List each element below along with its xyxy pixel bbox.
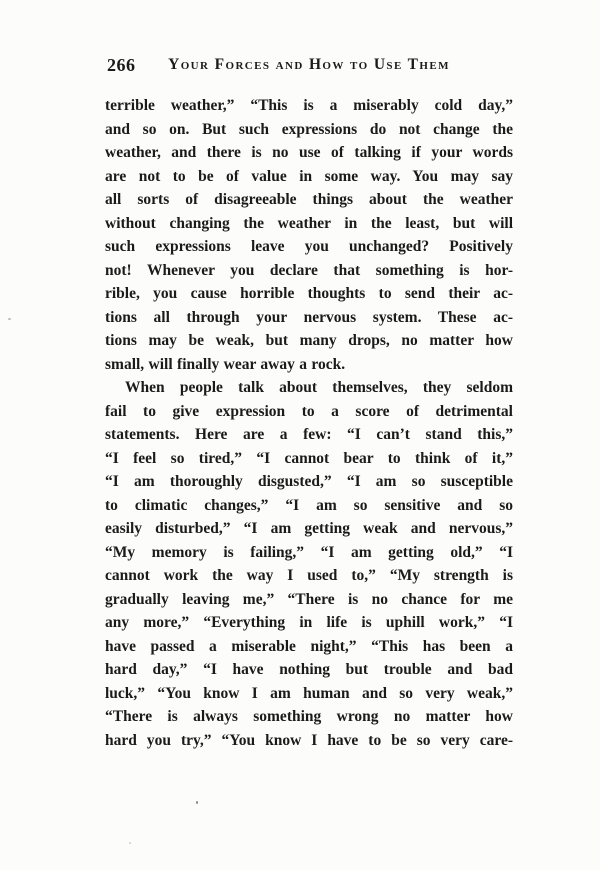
scan-speck [8, 318, 11, 320]
text-line: cannot work the way I used to,” “My strength is [105, 567, 513, 584]
page-header [105, 55, 513, 79]
scan-speck [129, 842, 131, 844]
text-line: hard day,” “I have nothing but trouble and bad [105, 661, 513, 678]
text-line: “I feel so tired,” “I cannot bear to think of it,” [105, 449, 513, 467]
text-line: are not to be of value in some way. You may say [105, 167, 513, 185]
text-line: terrible weather,” “This is a miserably cold day,” [105, 97, 513, 114]
text-line: hard you try,” “You know I have to be so very care- [105, 731, 513, 749]
text-line: have passed a miserable night,” “This has been a [105, 637, 513, 655]
text-line: without changing the weather in the least, but will [105, 214, 513, 232]
text-line: gradually leaving me,” “There is no chance for me [105, 590, 513, 608]
text-line: and so on. But such expressions do not change the [105, 120, 513, 138]
text-line: any more,” “Everything in life is uphill work,” “I [105, 614, 513, 631]
scan-speck [196, 801, 198, 804]
running-title: Your Forces and How to Use Them [168, 56, 450, 73]
text-line: small, will finally wear away a rock. [105, 355, 346, 373]
page-number: 266 [107, 55, 136, 75]
text-line: to climatic changes,” “I am so sensitive and so [105, 496, 513, 514]
text-line: rible, you cause horrible thoughts to send their ac- [105, 285, 513, 302]
text-line: all sorts of disagreeable things about the weather [105, 191, 513, 208]
text-line: “There is always something wrong no matter how [105, 708, 513, 725]
page-body [105, 94, 513, 752]
text-line: “I am thoroughly disgusted,” “I am so susceptible [105, 473, 513, 490]
text-line: luck,” “You know I am human and so very weak,” [105, 684, 513, 702]
text-line: weather, and there is no use of talking if your words [105, 144, 513, 161]
text-line: tions may be weak, but many drops, no matter how [105, 332, 513, 349]
text-line: statements. Here are a few: “I can’t stand this,” [105, 426, 513, 443]
text-line: such expressions leave you unchanged? Positively [105, 238, 513, 255]
text-line: When people talk about themselves, they seldom [125, 379, 513, 396]
text-line: “My memory is failing,” “I am getting old,” “I [105, 543, 513, 561]
text-line: fail to give expression to a score of detrimental [105, 402, 513, 420]
text-line: easily disturbed,” “I am getting weak and nervous,” [105, 520, 513, 537]
text-line: not! Whenever you declare that something is hor- [105, 261, 513, 279]
text-line: tions all through your nervous system. These ac- [105, 308, 513, 326]
